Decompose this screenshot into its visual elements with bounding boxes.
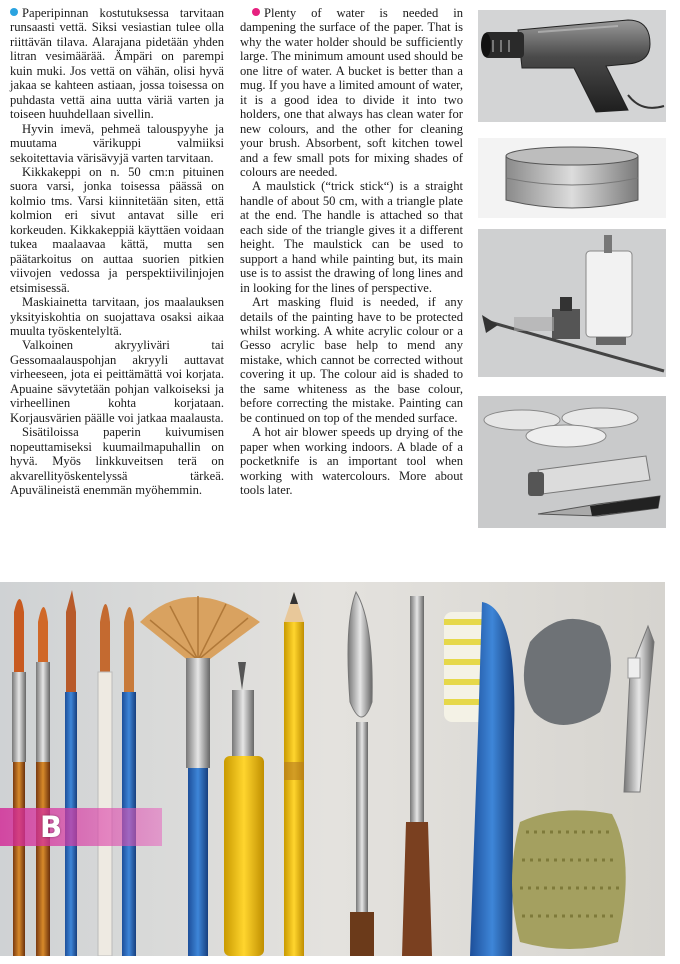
en-paragraph-3: Art masking fluid is needed, if any details of the painting have to be protected whilst working. A white acrylic colour or a Gesso acrylic base help to mend any mistake, which cannot be corrected without covering it up. The colour aid is shaded to the same whiteness as the base colour, before correcting the mistake. Painting can be continued on top of the mended surface. (240, 295, 463, 425)
maulstick-and-supplies-image (478, 229, 666, 377)
watercolour-tools-photo (0, 582, 665, 956)
fi-paragraph-5: Valkoinen akryyliväri tai Gessomaalauspohjan akryyli auttavat virheeseen, jota ei peittämättä voi korjata. Apuaine sävytetään pohjan valkoiseksi ja virheellinen kohta korjataan. Korjausvärien päälle voi jatkaa maalausta. (10, 338, 224, 425)
en-paragraph-4: A hot air blower speeds up drying of the paper when working indoors. A blade of a pocketknife is an important tool when working with watercolours. More about tools later. (240, 425, 463, 497)
en-paragraph-1: Plenty of water is needed in dampening the surface of the paper. That is why the water holder should be sufficiently large. The minimum amount used should be one litre of water. A bucket is better than a mug. If you have a limited amount of water, it is a good idea to divide it into two holders, one that always has clean water for new colours, and the other for cleaning your brush. Absorbent, soft kitchen towel and a few small pots for mixing shades of colours are needed. (240, 6, 463, 179)
finnish-text-column (10, 6, 224, 497)
fi-paragraph-4: Maskiainetta tarvitaan, jos maalauksen yksityiskohtia on suojattava osaksi aikaa muulta työskentelyltä. (10, 295, 224, 338)
english-text-column (240, 6, 463, 497)
fi-paragraph-1: Paperipinnan kostutuksessa tarvitaan runsaasti vettä. Siksi vesiastian tulee olla riittävän tilava. Alarajana pidetään yhden litran vesimäärää. Ämpäri on parempi kuin muki. Jos vettä on vähän, olisi hyvä jakaa se kahteen astiaan, jossa toisessa on puhdasta vettä aina uutta väriä varten ja toiseen huuhdellaan sivellin. (10, 6, 224, 122)
en-paragraph-2: A maulstick (“trick stick“) is a straight handle of about 50 cm, with a triangle plate at the end. The handle is attached so that each side of the triangle gives it a different height. The maulstick can be used to support a hand while painting but, its main use is to assist the drawing of long lines and in looking for the lines of perspective. (240, 179, 463, 295)
section-letter: B (40, 810, 64, 844)
section-letter-tag (0, 808, 162, 846)
fi-paragraph-2: Hyvin imevä, pehmeä talouspyyhe ja muutama värikuppi valmiiksi sekoitettavia värisävyjä varten tarvitaan. (10, 121, 224, 165)
hot-air-blower-image (478, 10, 666, 122)
water-bucket-image (478, 138, 666, 218)
magenta-bullet-icon (252, 8, 260, 16)
mixing-pots-tube-knife-image (478, 396, 666, 528)
blue-bullet-icon (10, 8, 18, 16)
fi-paragraph-6: Sisätiloissa paperin kuivumisen nopeuttamiseksi kuumailmapuhallin on hyvä. Myös linkkuveitsen terä on akvarellityöskentelyssä tärkeä. Apuvälineistä enemmän myöhemmin. (10, 425, 224, 497)
fi-paragraph-3: Kikkakeppi on n. 50 cm:n pituinen suora varsi, jonka toisessa päässä on kolmio tms. Varsi kiinnitetään siten, että kolmion eri sivut antavat sille eri korkeuden. Kikkakeppiä käyttäen voidaan tukea maalaavaa kättä, mutta sen päätarkoitus on auttaa suorien pitkien viivojen vedossa ja perspektiivilinjojen etsimisessä. (10, 164, 224, 295)
